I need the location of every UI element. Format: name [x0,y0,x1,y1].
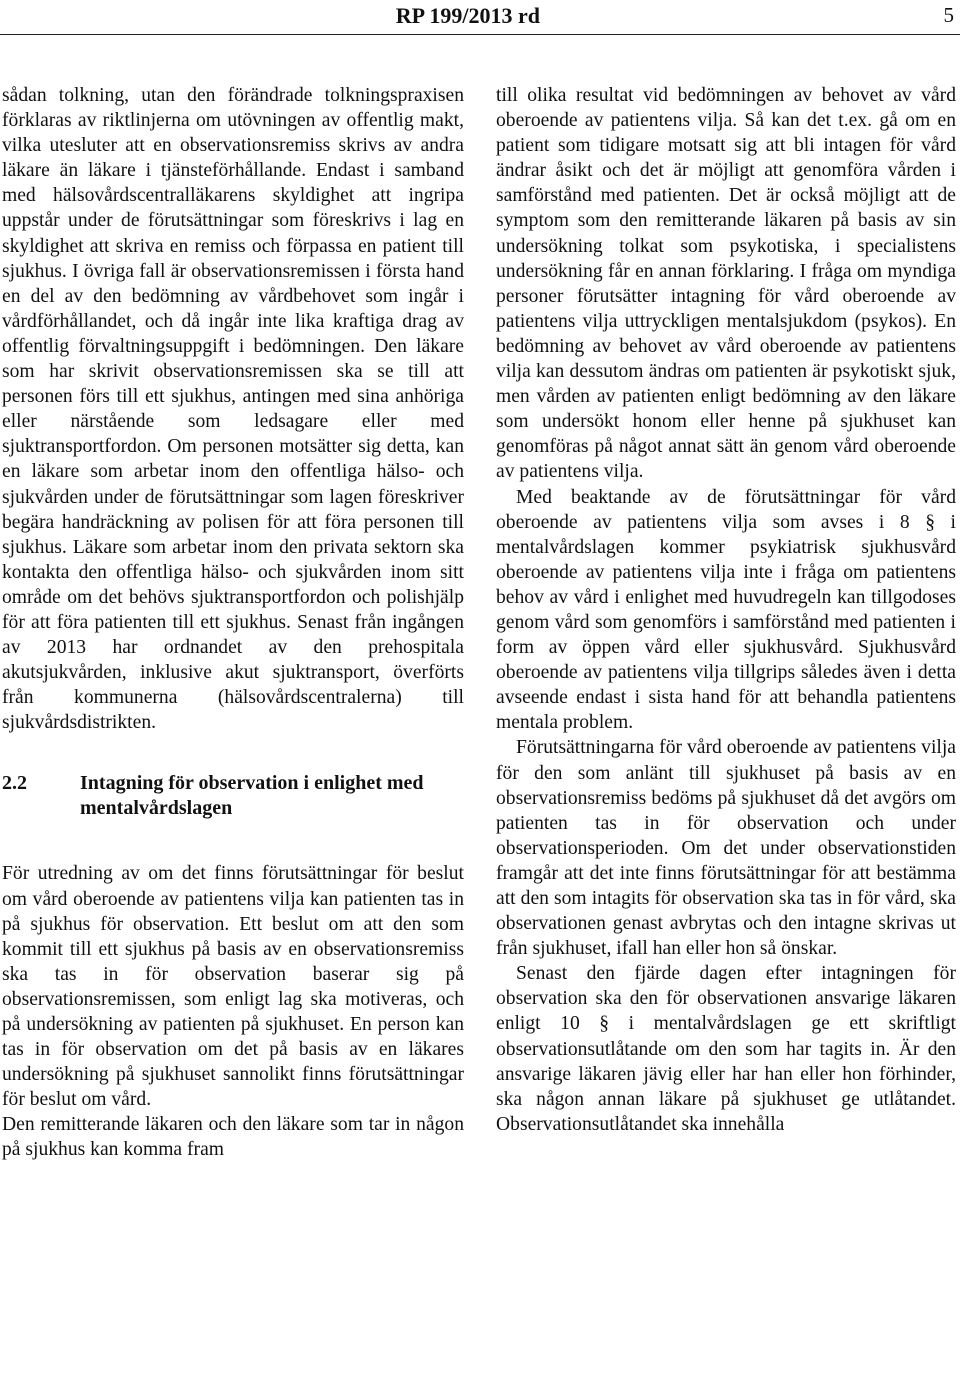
body-paragraph: För utredning av om det finns förutsättningar för beslut om vård oberoende av patientens vilja kan patienten tas in på sjukhus för observation. Ett beslut om att den som kommit till ett sjukhus på basis av en observationsremiss ska tas in för observation baserar sig på observationsremissen, som enligt lag ska motiveras, och på undersökning av patienten på sjukhuset. En person kan tas in för observation om det på basis av en läkares undersökning på sjukhuset sannolikt finns förutsättningar för beslut om vård. [2,863,464,1111]
body-paragraph: till olika resultat vid bedömningen av behovet av vård oberoende av patientens vilja. Så kan det t.ex. gå om en patient som tidigare motsatt sig att bli intagen för vård ändrar åsikt och det är möjligt att genomföra vården i samförstånd med patienten. Det är också möjligt att de symptom som den remitterande läkaren på basis av sin undersökning tolkat som psykotiska, i specialistens undersökning får en annan förklaring. I fråga om myndiga personer förutsätter intagning för vård oberoende av patientens vilja uttryckligen mentalsjukdom (psykos). En bedömning av behovet av vård oberoende av patientens vilja kan dessutom ändras om patienten är psykotiskt sjuk, men vården av patienten enligt bedömning av den läkare som undersökt honom eller henne på sjukhuset kan genomföras på något annat sätt än genom vård oberoende av patientens vilja. [496,85,956,483]
section-number: 2.2 [2,772,27,795]
body-paragraph: Senast den fjärde dagen efter intagningen för observation ska den för observationen ansvarige läkaren enligt 10 § i mentalvårdslagen ge ett skriftligt observationsutlåtande om den som har tagits in. Är den ansvarige läkaren jävig eller har han eller hon förhinder, ska någon annan läkare på sjukhuset ge utlåtandet. Observationsutlåtandet ska innehålla [496,963,956,1135]
header-divider [0,34,960,35]
body-paragraph: sådan tolkning, utan den förändrade tolkningspraxisen förklaras av riktlinjerna om utövningen av offentlig makt, vilka utesluter att en observationsremiss skrivs av andra läkare än läkare i tjänsteförhållande. Endast i samband med hälsovårdscentralläkarens skyldighet att ingripa uppstår under de förutsättningar som föreskrivs i lag en skyldighet att skriva en remiss och förpassa en patient till sjukhus. I övriga fall är observationsremissen i första hand en del av den bedömning av vårdbehovet som ingår i vårdförhållandet, och då ingår inte lika kraftiga drag av offentlig förvaltningsuppgift i bedömningen. Den läkare som har skrivit observationsremissen ska se till att personen förs till ett sjukhus, antingen med sina anhöriga eller närstående som ledsagare eller med sjuktransportfordon. Om personen motsätter sig detta, kan en läkare som arbetar inom den offentliga hälso- och sjukvården under de förutsättningar som lagen föreskriver begära handräckning av polisen för att föra personen till sjukhus. Läkare som arbetar inom den privata sektorn ska kontakta den offentliga hälso- och sjukvården inom sitt område om det behövs sjuktransportfordon och polishjälp för att föra patienten till ett sjukhus. Senast från ingången av 2013 har ordnandet av den prehospitala akutsjukvården, inklusive akut sjuktransport, överförts från kommunerna (hälsovårdscentralerna) till sjukvårdsdistrikten. [2,85,464,734]
body-paragraph: Med beaktande av de förutsättningar för vård oberoende av patientens vilja som avses i 8 § i mentalvårdslagen kommer psykiatrisk sjukhusvård oberoende av patientens vilja inte i fråga om patientens behov av vård i enlighet med huvudregeln kan tillgodoses genom vård som genomförs i samförstånd med patienten i form av öppen vård eller sjukhusvård. Sjukhusvård oberoende av patientens vilja tillgrips således även i detta avseende endast i sista hand för att behandla patientens mentala problem. [496,486,956,734]
right-column [496,83,956,1137]
body-paragraph: Den remitterande läkaren och den läkare som tar in någon på sjukhus kan komma fram [2,1114,464,1161]
left-column [2,83,464,1163]
page-number: 5 [943,3,954,27]
document-reference: RP 199/2013 rd [395,3,540,28]
body-paragraph: Förutsättningarna för vård oberoende av patientens vilja för den som anlänt till sjukhuset på basis av en observationsremiss bedöms på sjukhuset då det avgörs om patienten tas in för observation och under observationsperioden. Om det under observationstiden framgår att det inte finns förutsättningar för att bestämma att den som intagits för observation ska tas in för vård, ska observationen genast avbrytas och den intagne skrivas ut från sjukhuset, ifall han eller hon så önskar. [496,737,956,960]
section-heading [2,771,464,821]
page-header [0,0,960,40]
section-title: Intagning för observation i enlighet med mentalvårdslagen [80,772,424,820]
